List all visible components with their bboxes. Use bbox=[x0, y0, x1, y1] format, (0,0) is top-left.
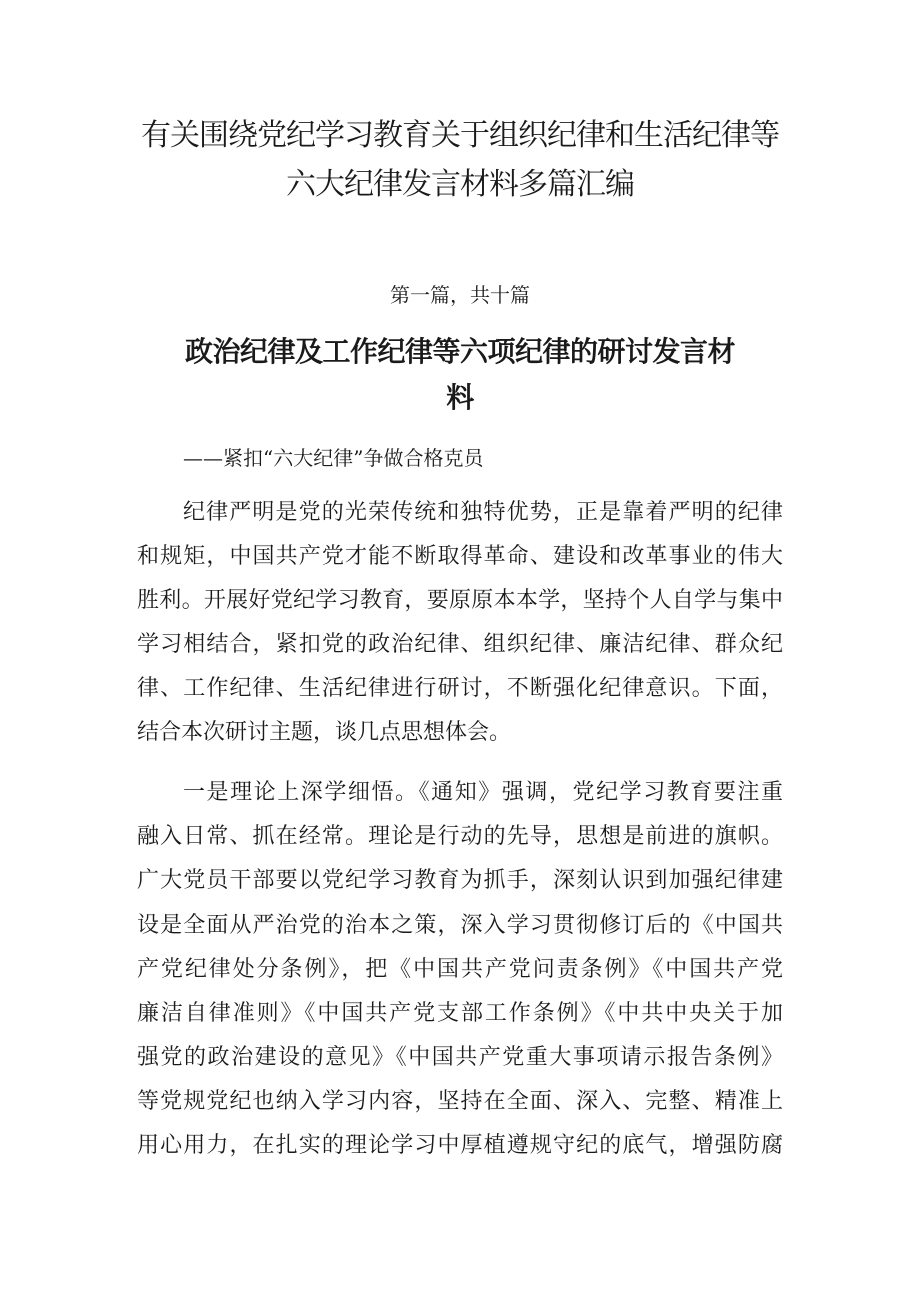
section-title-line-2: 料 bbox=[446, 381, 474, 414]
paragraph-line: 廉洁自律准则》《中国共产党支部工作条例》《中共中央关于加 bbox=[137, 1001, 783, 1026]
paragraph-line: 产党纪律处分条例》，把《中国共产党问责条例》《中国共产党 bbox=[137, 957, 783, 982]
paragraph-line: 用心用力，在扎实的理论学习中厚植遵规守纪的底气，增强防腐 bbox=[137, 1133, 783, 1158]
document-title-line-2: 六大纪律发言材料多篇汇编 bbox=[286, 167, 634, 202]
paragraph-line: 和规矩，中国共产党才能不断取得革命、建设和改革事业的伟大 bbox=[137, 544, 783, 569]
paragraph-line: 等党规党纪也纳入学习内容，坚持在全面、深入、完整、精准上 bbox=[137, 1089, 783, 1114]
section-title-line-1: 政治纪律及工作纪律等六项纪律的研讨发言材 bbox=[184, 335, 735, 368]
paragraph-line: 设是全面从严治党的治本之策，深入学习贯彻修订后的《中国共 bbox=[137, 913, 783, 938]
paragraph-line: 纪律严明是党的光荣传统和独特优势，正是靠着严明的纪律 bbox=[183, 500, 783, 525]
paragraph-line: 强党的政治建设的意见》《中国共产党重大事项请示报告条例》 bbox=[137, 1045, 783, 1070]
paragraph-line: 律、工作纪律、生活纪律进行研讨，不断强化纪律意识。下面， bbox=[137, 676, 783, 701]
byline: ——紧扣“六大纪律”争做合格克员 bbox=[183, 446, 484, 470]
paragraph-line: 广大党员干部要以党纪学习教育为抓手，深刻认识到加强纪律建 bbox=[137, 868, 783, 893]
document-title-line-1: 有关围绕党纪学习教育关于组织纪律和生活纪律等 bbox=[141, 118, 779, 153]
section-label: 第一篇，共十篇 bbox=[390, 283, 530, 307]
paragraph-line: 胜利。开展好党纪学习教育，要原原本本学，坚持个人自学与集中 bbox=[137, 588, 783, 613]
paragraph-line: 结合本次研讨主题，谈几点思想体会。 bbox=[137, 720, 512, 745]
paragraph-line: 融入日常、抓在经常。理论是行动的先导，思想是前进的旗帜。 bbox=[137, 824, 783, 849]
paragraph-line: 一是理论上深学细悟。《通知》强调，党纪学习教育要注重 bbox=[183, 780, 783, 805]
paragraph-line: 学习相结合，紧扣党的政治纪律、组织纪律、廉洁纪律、群众纪 bbox=[137, 632, 783, 657]
